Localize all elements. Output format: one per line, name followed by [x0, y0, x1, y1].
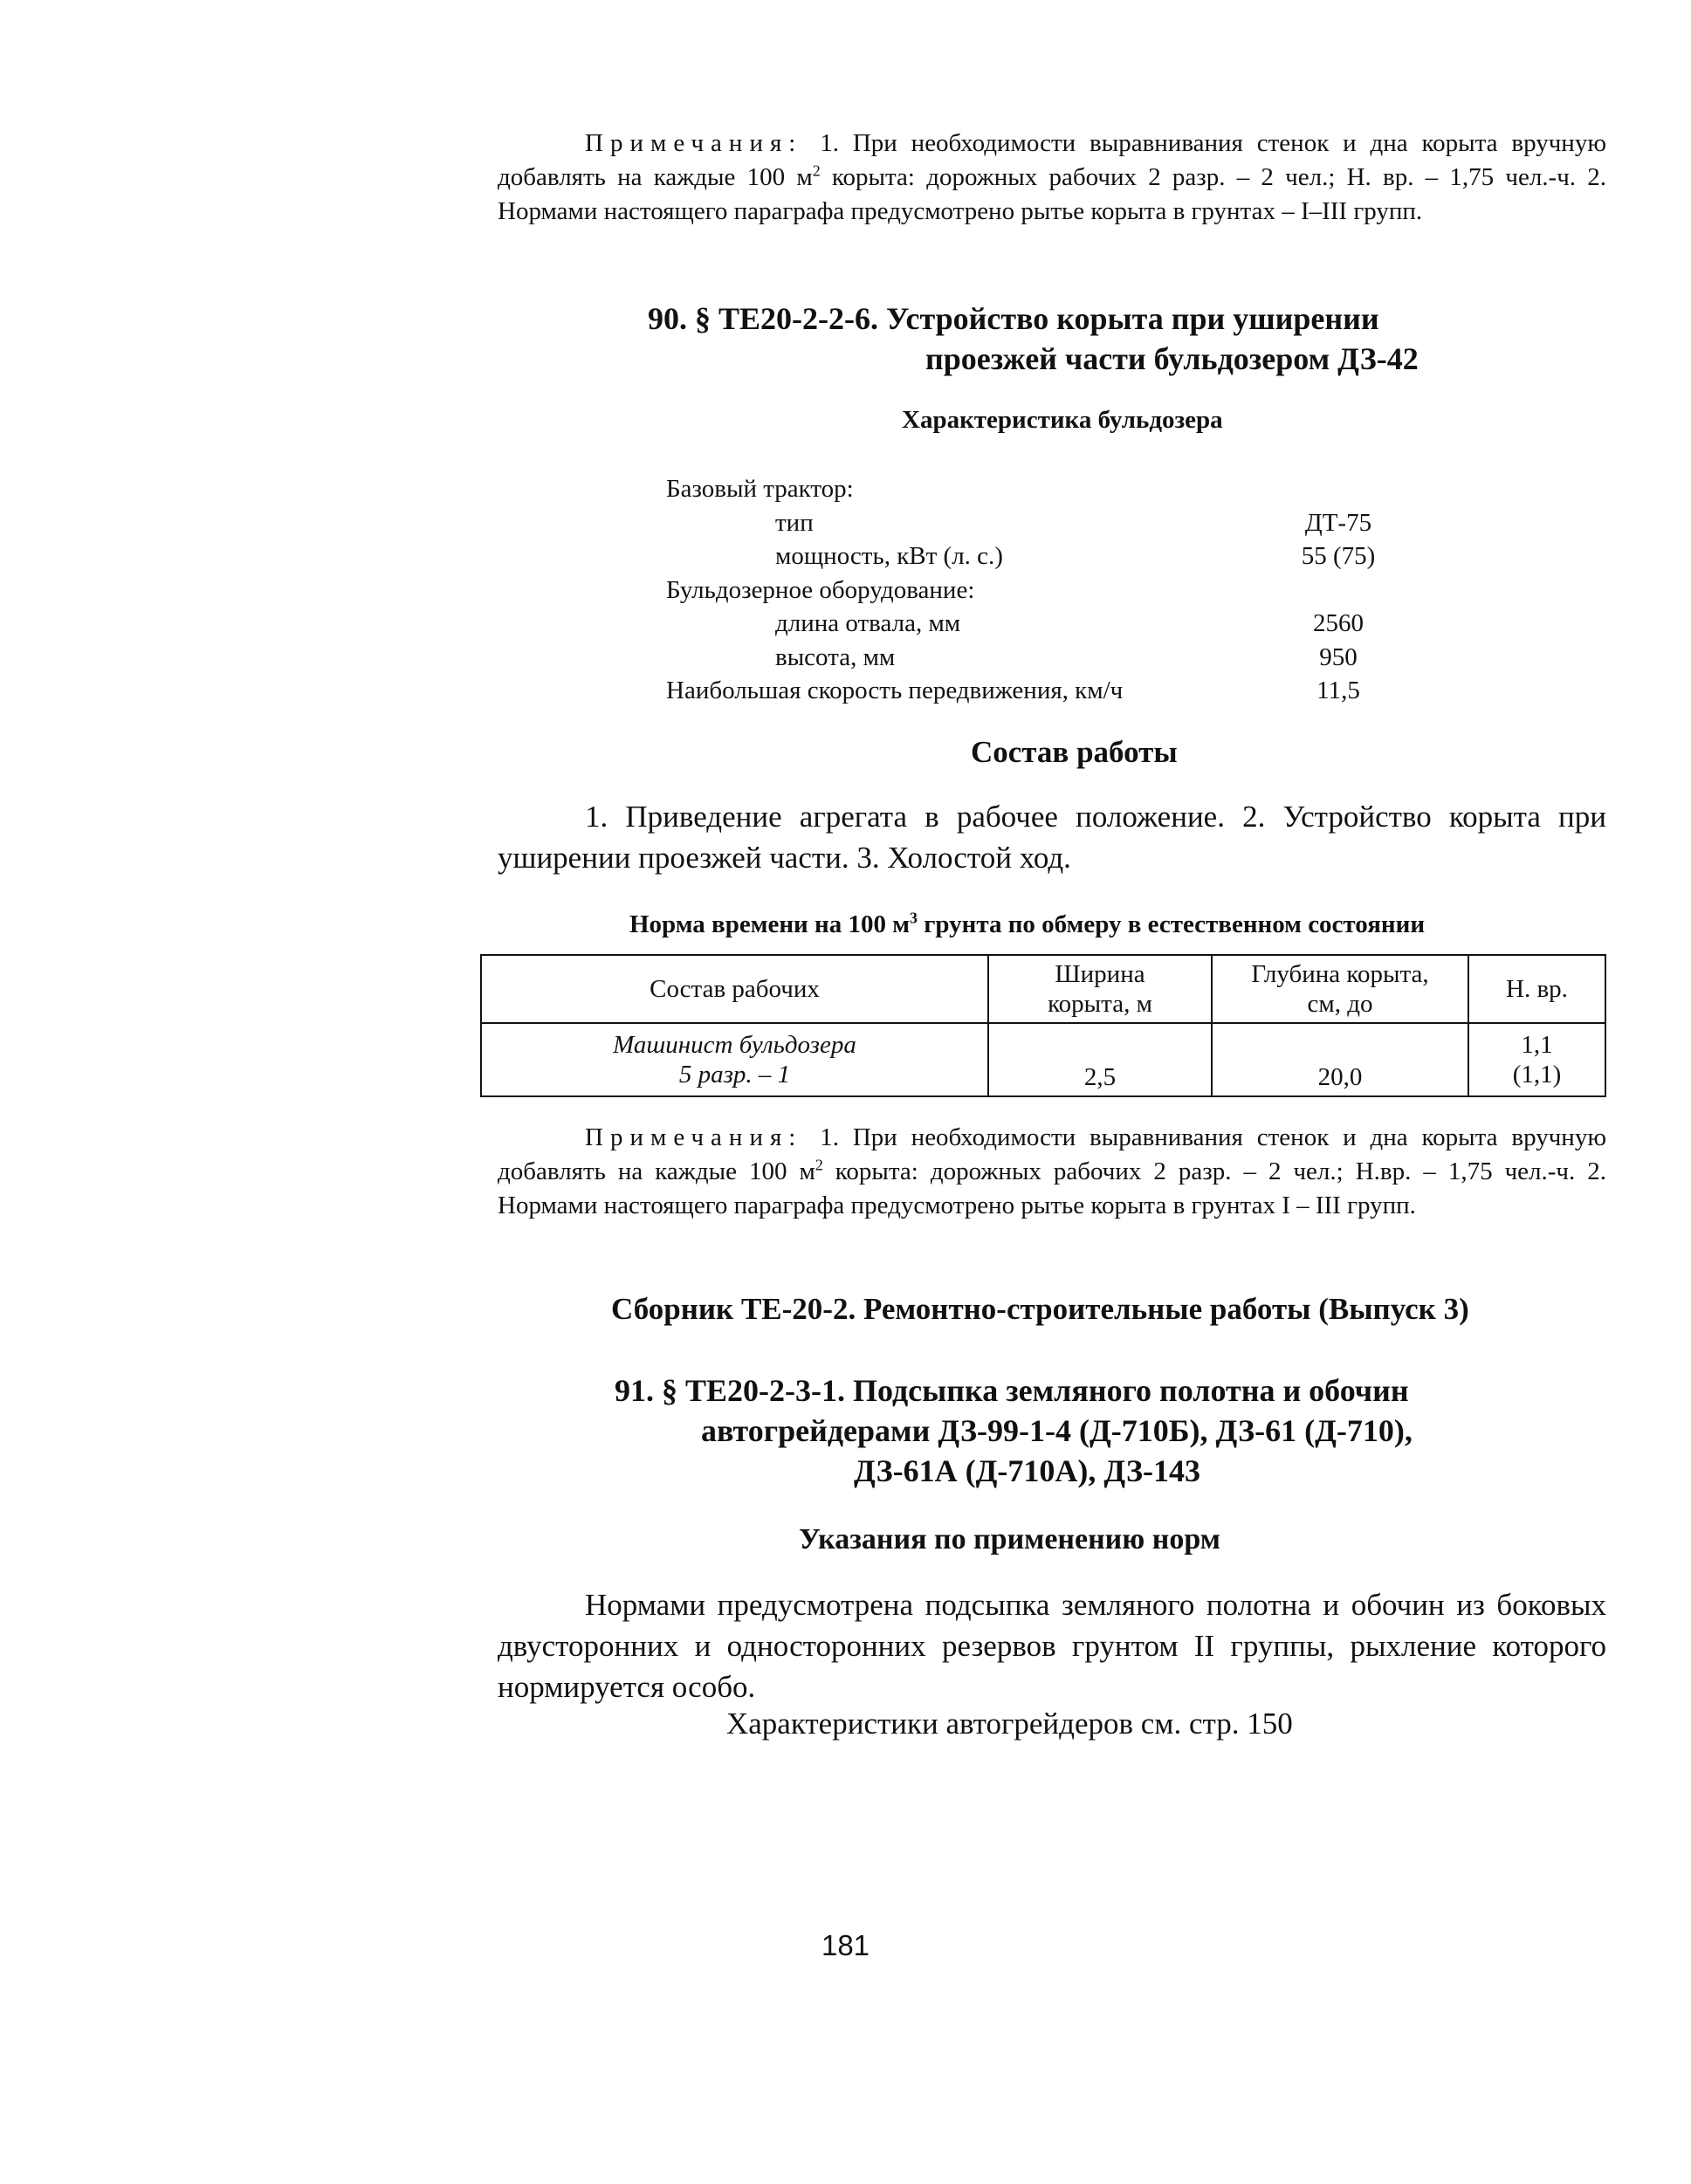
reference-text: Характеристики автогрейдеров см. стр. 150	[726, 1707, 1293, 1741]
norm-table-title: Норма времени на 100 $м^3$ грунта по обмеру в естественном состоянии	[629, 909, 1426, 938]
note-lead: Примечания:	[585, 129, 803, 157]
spec-row: Бульдозерное оборудование:	[666, 575, 975, 604]
table-header-row	[481, 955, 1605, 1023]
work-text: 1. Приведение агрегата в рабочее положение. 2. Устройство корыта при уширении проезжей части. 3. Холостой ход.	[498, 800, 1606, 875]
col-header-workers: Состав рабочих	[481, 955, 988, 1023]
cell-width: 2,5	[988, 1023, 1212, 1096]
page-number: 181	[821, 1929, 870, 1961]
spec-row: длина отвала, мм 2560	[775, 609, 1364, 637]
collection-title: Сборник ТЕ-20-2. Ремонтно-строительные работы (Выпуск 3)	[611, 1292, 1469, 1326]
guide-heading: Указания по применению норм	[799, 1523, 1220, 1556]
col-header-norm: Н. вр.	[1468, 955, 1605, 1023]
note-bottom: Примечания: 1. При необходимости выравнивания стенок и дна корыта вручную добавлять на каждые 100 $м^2$ корыта: дорожных рабочих 2 разр. – 2 чел.; Н.вр. – 1,75 чел.-ч. 2. Нормами настоящего параграфа предусмотрено рытье корыта в грунтах I – III групп.	[498, 1123, 1606, 1219]
section-91-title-line1: 91. § ТЕ20-2-3-1. Подсыпка земляного полотна и обочин	[615, 1373, 1409, 1408]
spec-list	[666, 472, 1376, 708]
section-91-title-line2: автогрейдерами ДЗ-99-1-4 (Д-710Б), ДЗ-61 (Д-710),	[701, 1413, 1413, 1448]
spec-row: тип ДТ-75	[775, 508, 1372, 537]
spec-heading: Характеристика бульдозера	[902, 406, 1223, 434]
section-90-title-line2: проезжей части бульдозером ДЗ-42	[925, 341, 1419, 376]
cell-norm: 1,1 (1,1)	[1468, 1023, 1605, 1096]
spec-row: Базовый трактор:	[666, 475, 854, 503]
spec-row: высота, мм 950	[775, 642, 1358, 671]
note-top: Примечания: 1. При необходимости выравнивания стенок и дна корыта вручную добавлять на каждые 100 $м^2$ корыта: дорожных рабочих 2 разр. – 2 чел.; Н. вр. – 1,75 чел.-ч. 2. Нормами настоящего параграфа предусмотрено рытье корыта в грунтах – I–III групп.	[498, 129, 1606, 225]
guide-text: Нормами предусмотрена подсыпка земляного полотна и обочин из боковых двусторонних и односторонних резервов грунтом II группы, рыхление которого нормируется особо.	[498, 1588, 1606, 1704]
col-header-depth: Глубина корыта, см, до	[1212, 955, 1468, 1023]
table-row	[481, 1023, 1605, 1096]
cell-depth: 20,0	[1212, 1023, 1468, 1096]
spec-row: мощность, кВт (л. с.) 55 (75)	[775, 542, 1376, 570]
cell-workers: Машинист бульдозера 5 разр. – 1	[481, 1023, 988, 1096]
section-91-title-line3: ДЗ-61А (Д-710А), ДЗ-143	[854, 1453, 1201, 1488]
work-heading: Состав работы	[971, 735, 1178, 769]
spec-row: Наибольшая скорость передвижения, км/ч 11,5	[666, 676, 1360, 704]
note-lead: Примечания:	[585, 1123, 803, 1151]
col-header-width: Ширина корыта, м	[988, 955, 1212, 1023]
norm-table	[480, 954, 1606, 1097]
section-90-title-line1: 90. § ТЕ20-2-2-6. Устройство корыта при уширении	[648, 301, 1379, 336]
